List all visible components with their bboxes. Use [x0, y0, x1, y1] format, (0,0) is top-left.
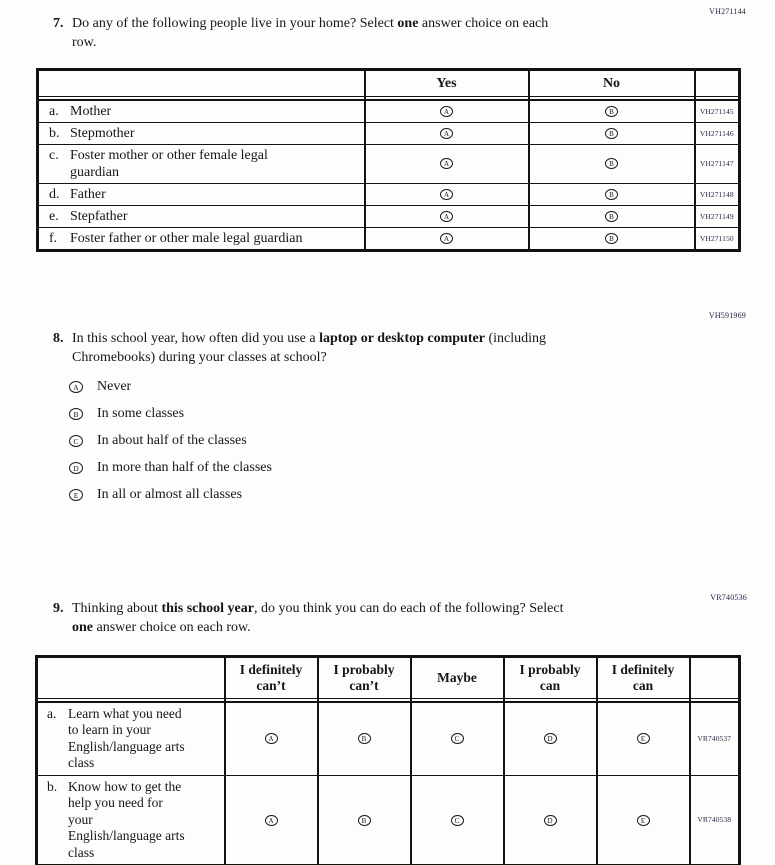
q9-header-code-col [690, 657, 740, 699]
question-9-stem [53, 599, 663, 637]
q8-option-a-label: Never [97, 378, 132, 394]
q7-row-e-label: Stepfather [70, 208, 128, 224]
q7-header-row [38, 70, 740, 97]
q9-row-a-bubble-e[interactable]: E [637, 733, 650, 744]
q7-header-no: No [529, 70, 695, 97]
q7-row-c-code: VH271147 [695, 144, 740, 183]
q9-header-definitely-can: I definitely can [597, 657, 690, 699]
q9-text-seg1: Thinking about [72, 601, 162, 616]
q9-row-b-bubble-c[interactable]: C [451, 815, 464, 826]
q9-text-line2: answer choice on each row. [93, 620, 251, 635]
q8-item-code: VH591969 [708, 311, 746, 320]
q7-row-f-code: VH271150 [695, 227, 740, 250]
question-8-stem [53, 329, 663, 367]
q7-row-e-letter: e. [49, 208, 59, 224]
q7-text-bold: one [397, 16, 419, 31]
q7-row-b-yes-bubble[interactable]: A [440, 128, 453, 139]
q7-row-a-yes-bubble[interactable]: A [440, 106, 453, 117]
q9-header-definitely-cant: I definitely can’t [225, 657, 318, 699]
q8-option-d [69, 458, 272, 477]
q8-text [53, 329, 663, 367]
q8-option-list [69, 377, 272, 512]
q7-header-empty [38, 70, 365, 97]
q7-item-code: VH271144 [709, 7, 746, 16]
q7-answer-table [36, 68, 741, 252]
q8-option-b [69, 404, 272, 423]
q7-row-d [38, 183, 740, 205]
q9-header-probably-cant: I probably can’t [318, 657, 411, 699]
q7-row-a-code: VH271145 [695, 100, 740, 123]
q7-row-c-letter: c. [49, 147, 59, 163]
q9-row-a-bubble-c[interactable]: C [451, 733, 464, 744]
q9-row-b-label: Know how to get the help you need for your English/language arts class [68, 778, 185, 860]
q9-text-bold2: one [72, 620, 93, 635]
q7-row-d-yes-bubble[interactable]: A [440, 189, 453, 200]
q9-row-b-bubble-d[interactable]: D [544, 815, 557, 826]
q9-number: 9. [53, 601, 64, 616]
q8-option-e-label: In all or almost all classes [97, 486, 243, 502]
q7-row-f-yes-bubble[interactable]: A [440, 233, 453, 244]
q9-answer-table [35, 655, 741, 865]
q9-row-b [37, 775, 740, 865]
q9-row-a-bubble-d[interactable]: D [544, 733, 557, 744]
q8-option-a-bubble[interactable]: A [69, 381, 83, 393]
q7-row-d-code: VH271148 [695, 183, 740, 205]
q7-row-c [38, 144, 740, 183]
q9-row-b-bubble-a[interactable]: A [265, 815, 278, 826]
q9-row-b-letter: b. [47, 778, 58, 794]
q7-row-c-label: Foster mother or other female legal guardian [70, 147, 268, 180]
q7-row-b-letter: b. [49, 125, 60, 141]
q8-text-seg2: (including [484, 331, 546, 346]
q7-row-a-no-bubble[interactable]: B [605, 106, 618, 117]
q8-option-c-label: In about half of the classes [97, 432, 247, 448]
q7-text [53, 14, 663, 52]
q9-header-maybe: Maybe [411, 657, 504, 699]
q7-text-seg1: Do any of the following people live in your home? Select [72, 16, 398, 31]
q7-row-a-letter: a. [49, 103, 59, 119]
q7-row-b-label: Stepmother [70, 125, 135, 141]
q7-row-a [38, 100, 740, 123]
q7-row-b [38, 122, 740, 144]
q9-row-b-bubble-b[interactable]: B [358, 815, 371, 826]
q8-option-d-bubble[interactable]: D [69, 462, 83, 474]
q7-row-a-label: Mother [70, 103, 112, 119]
q9-text-seg2: , do you think you can do each of the following? Select [254, 601, 564, 616]
q9-row-a-label: Learn what you need to learn in your English/language arts class [68, 705, 185, 770]
q8-option-e [69, 485, 272, 504]
q8-number: 8. [53, 331, 64, 346]
q7-header-code-col [695, 70, 740, 97]
q9-header-probably-can: I probably can [504, 657, 597, 699]
q8-option-e-bubble[interactable]: E [69, 489, 83, 501]
q8-text-line2: Chromebooks) during your classes at school? [72, 350, 327, 365]
q8-option-b-bubble[interactable]: B [69, 408, 83, 420]
q9-text-bold1: this school year [161, 601, 254, 616]
q7-row-e-yes-bubble[interactable]: A [440, 211, 453, 222]
q7-row-d-no-bubble[interactable]: B [605, 189, 618, 200]
q8-option-b-label: In some classes [97, 405, 185, 421]
q7-row-b-code: VH271146 [695, 122, 740, 144]
q9-row-a-bubble-a[interactable]: A [265, 733, 278, 744]
q8-text-bold: laptop or desktop computer [319, 331, 485, 346]
q7-row-f [38, 227, 740, 250]
q9-row-b-code: VR740538 [690, 775, 740, 865]
q7-row-f-letter: f. [49, 230, 58, 246]
q7-row-c-no-bubble[interactable]: B [605, 158, 618, 169]
q7-row-b-no-bubble[interactable]: B [605, 128, 618, 139]
q9-row-b-bubble-e[interactable]: E [637, 815, 650, 826]
q8-option-c [69, 431, 272, 450]
q7-row-f-label: Foster father or other male legal guardian [70, 230, 303, 246]
q8-text-seg1: In this school year, how often did you use a [72, 331, 320, 346]
q7-header-yes: Yes [365, 70, 529, 97]
q7-text-line2: row. [72, 35, 97, 50]
q9-row-a-letter: a. [47, 705, 57, 721]
q7-row-e-no-bubble[interactable]: B [605, 211, 618, 222]
q8-option-c-bubble[interactable]: C [69, 435, 83, 447]
q8-option-a [69, 377, 272, 396]
q9-header-row [37, 657, 740, 699]
q7-text-seg2: answer choice on each [418, 16, 549, 31]
q7-row-f-no-bubble[interactable]: B [605, 233, 618, 244]
q9-item-code: VR740536 [710, 593, 747, 602]
q7-number: 7. [53, 16, 64, 31]
q9-row-a-bubble-b[interactable]: B [358, 733, 371, 744]
q9-row-a-code: VR740537 [690, 702, 740, 776]
q7-row-d-label: Father [70, 186, 106, 202]
q9-row-a [37, 702, 740, 776]
q9-header-empty [37, 657, 225, 699]
q8-option-d-label: In more than half of the classes [97, 459, 272, 475]
q9-text [53, 599, 663, 637]
q7-row-e-code: VH271149 [695, 205, 740, 227]
q7-row-c-yes-bubble[interactable]: A [440, 158, 453, 169]
q7-row-e [38, 205, 740, 227]
question-7-stem [53, 14, 663, 52]
q7-row-d-letter: d. [49, 186, 60, 202]
